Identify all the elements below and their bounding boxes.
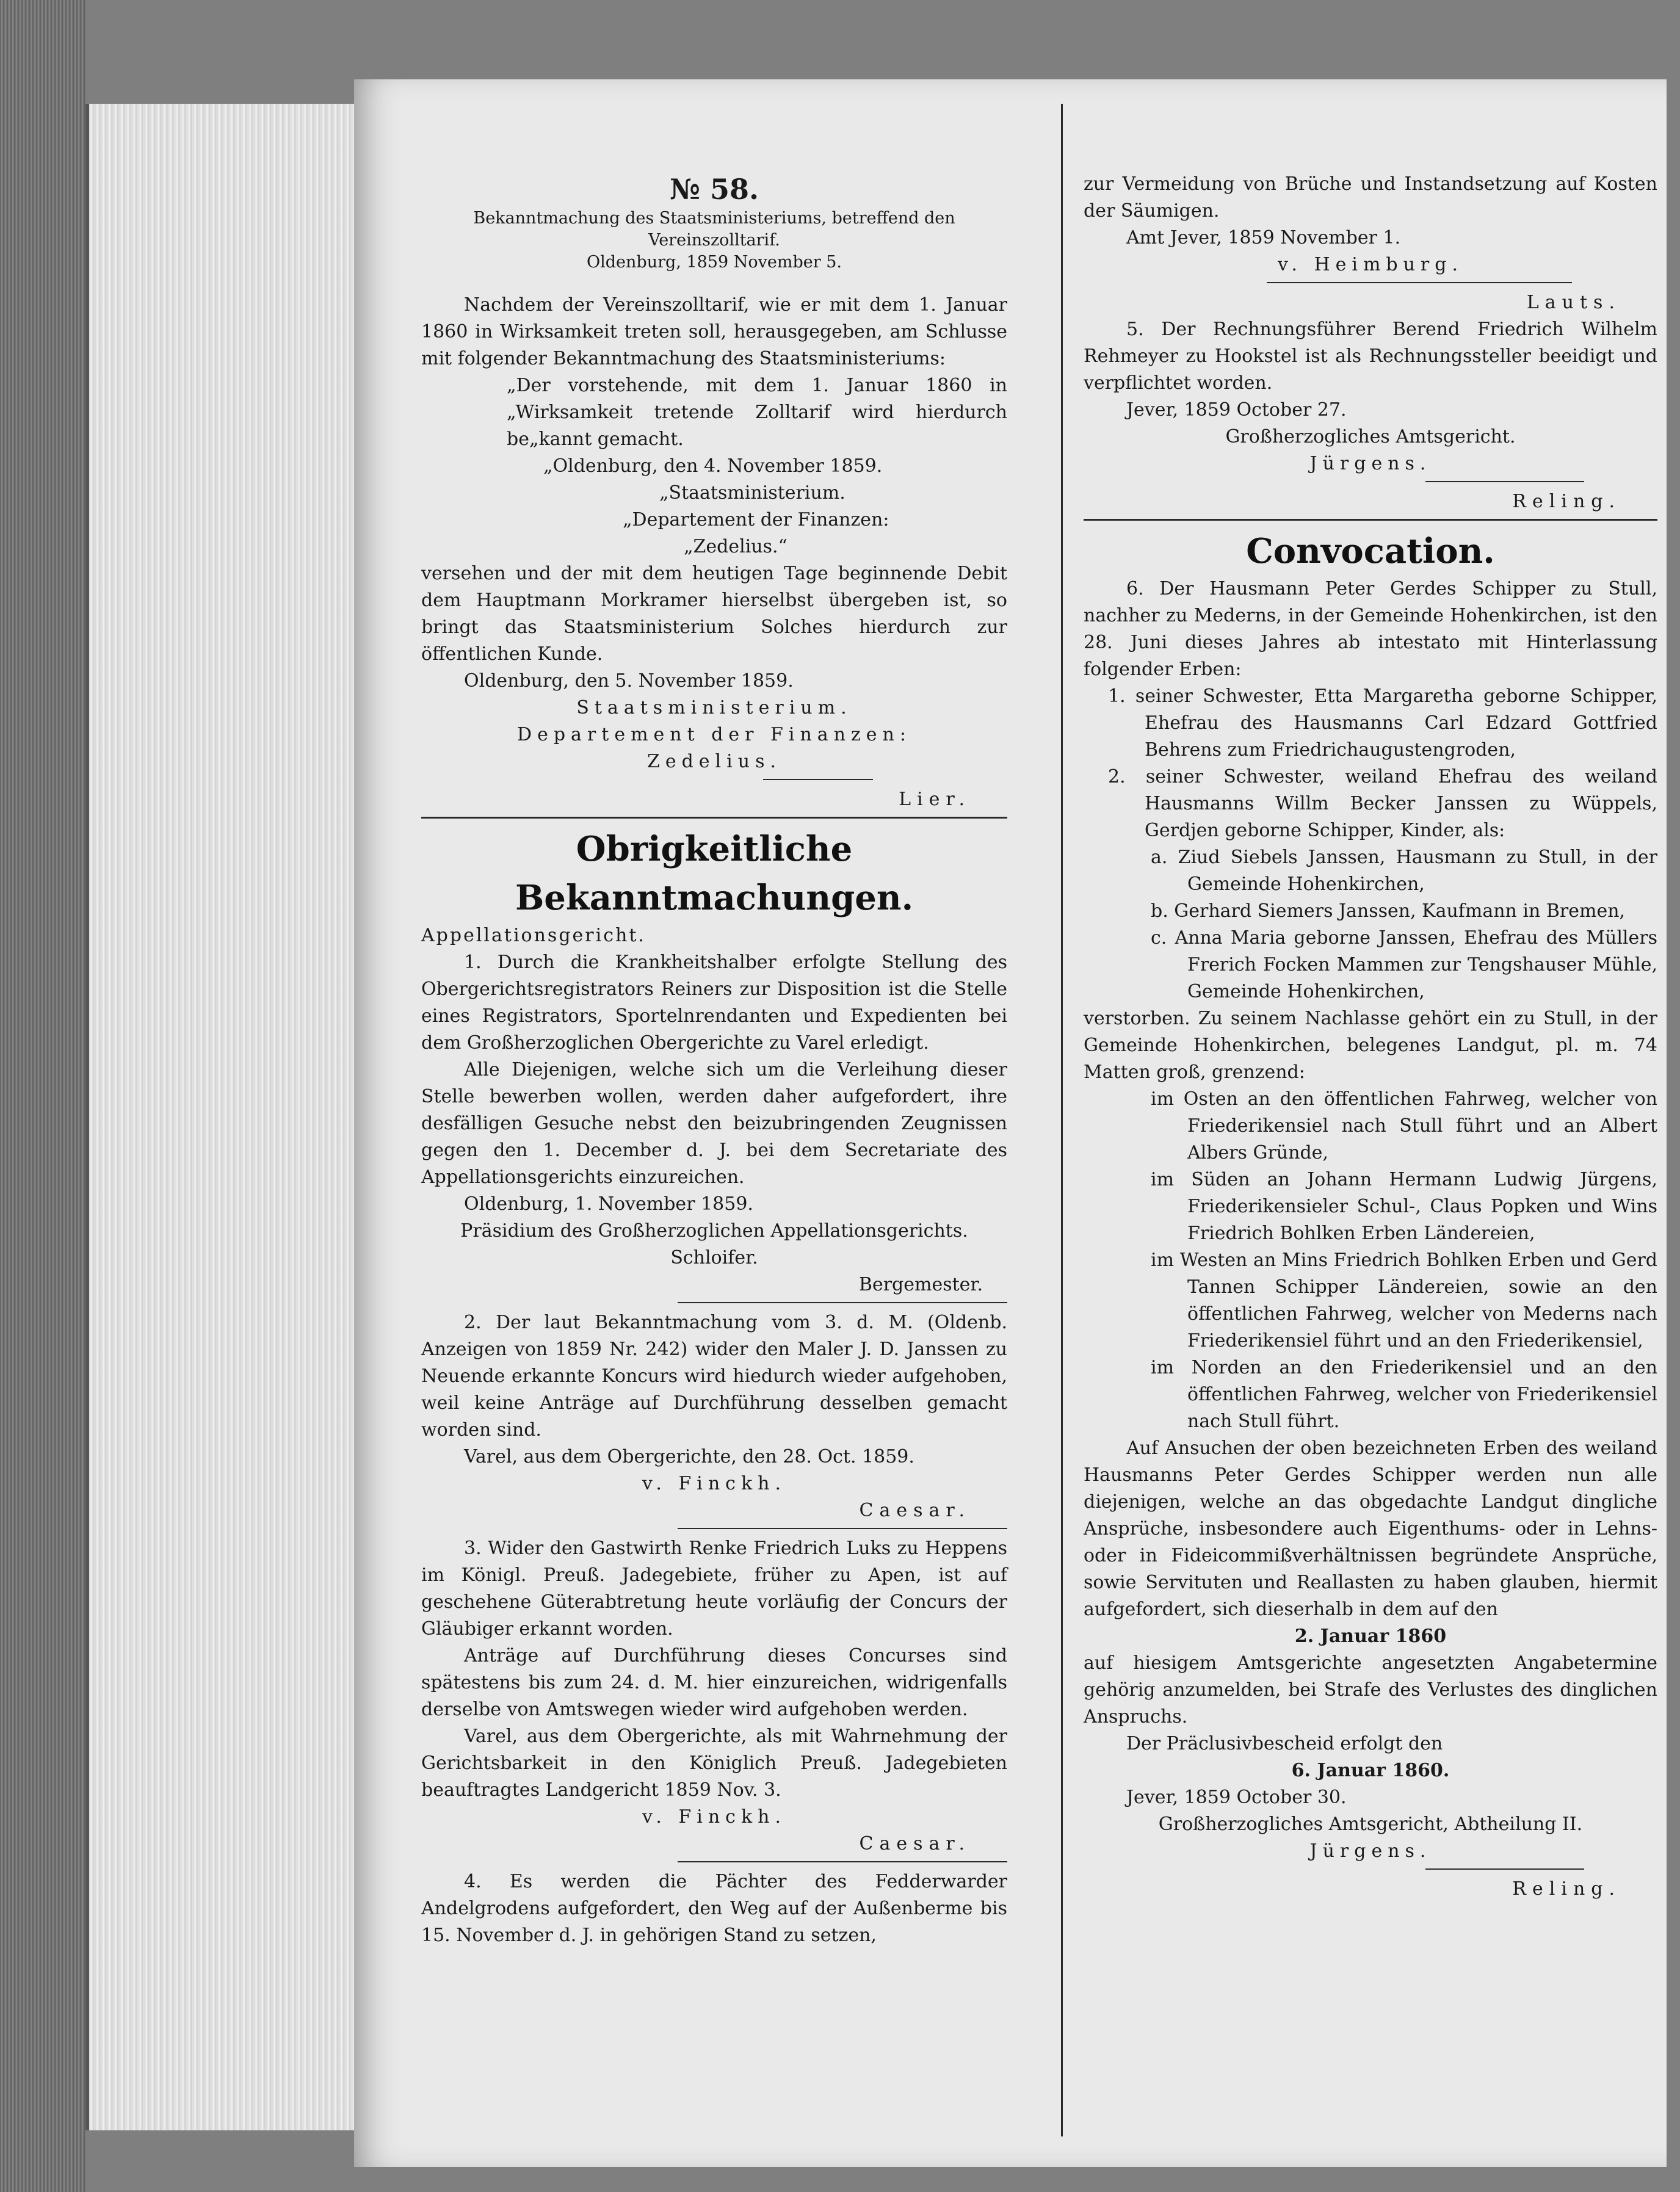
- signature: Staatsministerium.: [576, 697, 852, 718]
- signature: Präsidium des Großherzoglichen Appellationsgerichts.: [460, 1220, 968, 1242]
- document-page: [354, 79, 1667, 2167]
- section-heading: Convocation.: [1246, 531, 1495, 571]
- column-divider: [1061, 104, 1063, 2136]
- notice-paragraph: verstorben. Zu seinem Nachlasse gehört ein zu Stull, in der Gemeinde Hohenkirchen, belegenes Landgut, pl. m. 74 Matten groß, grenzend:: [1084, 1008, 1657, 1083]
- signature: Großherzogliches Amtsgericht, Abtheilung II.: [1158, 1814, 1583, 1835]
- notice-paragraph: 6. Der Hausmann Peter Gerdes Schipper zu Stull, nachher zu Mederns, in der Gemeinde Hohenkirchen, ist den 28. Juni dieses Jahres ab intestato mit Hinterlassung folgender Erben:: [1084, 578, 1657, 680]
- signature-rule: [1425, 1868, 1584, 1870]
- subsection-heading: Appellationsgericht.: [421, 925, 646, 946]
- boundary-item: im Westen an Mins Friedrich Bohlken Erben und Gerd Tannen Schipper Ländereien, sowie an den öffentlichen Fahrweg, welcher von Mederns nach Friederikensiel führt und an den Friederikensiel,: [1151, 1250, 1657, 1351]
- quote-signature: „Departement der Finanzen:: [623, 509, 889, 530]
- boundary-item: im Osten an den öffentlichen Fahrweg, welcher von Friederikensiel nach Stull führt und an Albert Albers Gründe,: [1151, 1088, 1657, 1163]
- page-stack: [85, 104, 358, 2130]
- notice-rule: [678, 1528, 1007, 1529]
- signature: Caesar.: [859, 1500, 971, 1521]
- signature-rule: [1425, 481, 1584, 482]
- paragraph: versehen und der mit dem heutigen Tage beginnende Debit dem Hauptmann Morkramer hierselbst übergeben ist, so bringt das Staatsministerium Solches hierdurch zur öffentlichen Kunde.: [421, 563, 1007, 665]
- place-date: Varel, aus dem Obergerichte, den 28. Oct. 1859.: [464, 1446, 914, 1467]
- place-date: Jever, 1859 October 27.: [1126, 399, 1347, 421]
- signature: Zedelius.: [647, 751, 781, 772]
- place-date: Oldenburg, den 5. November 1859.: [464, 670, 794, 692]
- signature: Jürgens.: [1309, 453, 1432, 474]
- quote: „Der vorstehende, mit dem 1. Januar 1860 in „Wirksamkeit tretende Zolltarif wird hierdurch be„kannt gemacht.: [507, 375, 1007, 450]
- left-column: [421, 79, 1007, 1949]
- signature: v. Finckh.: [642, 1806, 787, 1828]
- section-heading: Obrigkeitliche Bekanntmachungen.: [515, 829, 914, 918]
- issue-number: № 58.: [669, 173, 759, 206]
- quote-place: „Oldenburg, den 4. November 1859.: [543, 455, 883, 477]
- place-date: Oldenburg, 1. November 1859.: [464, 1193, 753, 1215]
- paragraph: Nachdem der Vereinszolltarif, wie er mit dem 1. Januar 1860 in Wirksamkeit treten soll, herausgegeben, am Schlusse mit folgender Bekanntmachung des Staatsministeriums:: [421, 294, 1007, 369]
- signature: Großherzogliches Amtsgericht.: [1225, 426, 1516, 447]
- notice-paragraph: Alle Diejenigen, welche sich um die Verleihung dieser Stelle bewerben wollen, werden daher aufgefordert, ihre desfälligen Gesuche nebst den beizubringenden Zeugnissen gegen den 1. December d. J. bei dem Secretariate des Appellationsgerichts einzureichen.: [421, 1059, 1007, 1188]
- place-date: Amt Jever, 1859 November 1.: [1126, 227, 1401, 248]
- signature: Reling.: [1512, 1878, 1621, 1900]
- notice-date: Oldenburg, 1859 November 5.: [587, 253, 842, 272]
- list-item: c. Anna Maria geborne Janssen, Ehefrau des Müllers Frerich Focken Mammen zur Tengshauser Mühle, Gemeinde Hohenkirchen,: [1151, 927, 1657, 1002]
- signature: Schloifer.: [670, 1247, 758, 1268]
- signature: Bergemester.: [858, 1274, 983, 1295]
- list-item: 2. seiner Schwester, weiland Ehefrau des weiland Hausmanns Willm Becker Janssen zu Wüppels, Gerdjen geborne Schipper, Kinder, als:: [1108, 766, 1657, 841]
- boundary-item: im Süden an Johann Hermann Ludwig Jürgens, Friederikensieler Schul-, Claus Popken und Wins Friedrich Bohlken Erben Ländereien,: [1151, 1169, 1657, 1244]
- notice-title: Bekanntmachung des Staatsministeriums, betreffend den Vereinszolltarif.: [473, 209, 955, 250]
- list-item: b. Gerhard Siemers Janssen, Kaufmann in Bremen,: [1151, 900, 1626, 922]
- notice-rule: [678, 1302, 1007, 1303]
- notice-paragraph: zur Vermeidung von Brüche und Instandsetzung auf Kosten der Säumigen.: [1084, 173, 1657, 222]
- notice-paragraph: 3. Wider den Gastwirth Renke Friedrich Luks zu Heppens im Königl. Preuß. Jadegebiete, früher zu Apen, ist auf geschehene Güterabtretung heute vorläufig der Concurs der Gläubiger erkannt worden.: [421, 1538, 1007, 1640]
- notice-paragraph: 5. Der Rechnungsführer Berend Friedrich Wilhelm Rehmeyer zu Hookstel ist als Rechnungssteller beeidigt und verpflichtet worden.: [1084, 319, 1657, 394]
- list-item: 1. seiner Schwester, Etta Margaretha geborne Schipper, Ehefrau des Hausmanns Carl Edzard Gottfried Behrens zum Friedrichaugustengroden,: [1108, 685, 1657, 761]
- notice-paragraph: auf hiesigem Amtsgerichte angesetzten Angabetermine gehörig anzumelden, bei Strafe des Verlustes des dinglichen Anspruchs.: [1084, 1652, 1657, 1727]
- place-date: Jever, 1859 October 30.: [1126, 1787, 1347, 1808]
- signature: Departement der Finanzen:: [517, 724, 911, 745]
- notice-paragraph: Anträge auf Durchführung dieses Concurses sind spätestens bis zum 24. d. M. hier einzureichen, widrigenfalls derselbe von Amtswegen wieder wird aufgehoben werden.: [421, 1645, 1007, 1720]
- signature: Caesar.: [859, 1833, 971, 1854]
- book-edge: [0, 0, 85, 2192]
- notice-rule: [678, 1861, 1007, 1862]
- signature: Jürgens.: [1309, 1840, 1432, 1862]
- term-date: 6. Januar 1860.: [1291, 1760, 1450, 1781]
- notice-paragraph: 4. Es werden die Pächter des Fedderwarder Andelgrodens aufgefordert, den Weg auf der Außenberme bis 15. November d. J. in gehörigen Stand zu setzen,: [421, 1871, 1007, 1946]
- notice-paragraph: 1. Durch die Krankheitshalber erfolgte Stellung des Obergerichtsregistrators Reiners zur Disposition ist die Stelle eines Registrators, Sportelnrendanten und Expedienten bei dem Großherzoglichen Obergerichte zu Varel erledigt.: [421, 952, 1007, 1054]
- notice-paragraph: Der Präclusivbescheid erfolgt den: [1126, 1733, 1443, 1754]
- signature: Lier.: [899, 789, 971, 810]
- place-date: Varel, aus dem Obergerichte, als mit Wahrnehmung der Gerichtsbarkeit in den Königlich Preuß. Jadegebieten beauftragtes Landgericht 1859 Nov. 3.: [421, 1726, 1007, 1801]
- boundary-item: im Norden an den Friederikensiel und an den öffentlichen Fahrweg, welcher von Friederikensiel nach Stull führt.: [1151, 1357, 1657, 1432]
- signature-rule: [763, 779, 873, 780]
- right-column: [1084, 79, 1657, 1903]
- notice-paragraph: Auf Ansuchen der oben bezeichneten Erben des weiland Hausmanns Peter Gerdes Schipper werden nun alle diejenigen, welche an das obgedachte Landgut dingliche Ansprüche, insbesondere auch Eigenthums- oder in Lehns- oder in Fideicommißverhältnissen begründete Ansprüche, sowie Servituten und Reallasten zu haben glauben, hiermit aufgefordert, sich dieserhalb in dem auf den: [1084, 1438, 1657, 1620]
- signature: v. Finckh.: [642, 1473, 787, 1494]
- notice-paragraph: 2. Der laut Bekanntmachung vom 3. d. M. (Oldenb. Anzeigen von 1859 Nr. 242) wider den Maler J. D. Janssen zu Neuende erkannte Koncurs wird hiedurch wieder aufgehoben, weil keine Anträge auf Durchführung desselben gemacht worden sind.: [421, 1312, 1007, 1441]
- signature: Lauts.: [1526, 292, 1621, 313]
- signature: Reling.: [1512, 491, 1621, 512]
- term-date: 2. Januar 1860: [1294, 1626, 1447, 1647]
- signature-rule: [1267, 282, 1572, 283]
- quote-signature: „Staatsministerium.: [659, 482, 845, 504]
- signature: v. Heimburg.: [1277, 254, 1464, 275]
- quote-signature: „Zedelius.“: [684, 536, 788, 557]
- list-item: a. Ziud Siebels Janssen, Hausmann zu Stull, in der Gemeinde Hohenkirchen,: [1151, 847, 1657, 895]
- section-rule: [1084, 519, 1657, 521]
- section-rule: [421, 817, 1007, 819]
